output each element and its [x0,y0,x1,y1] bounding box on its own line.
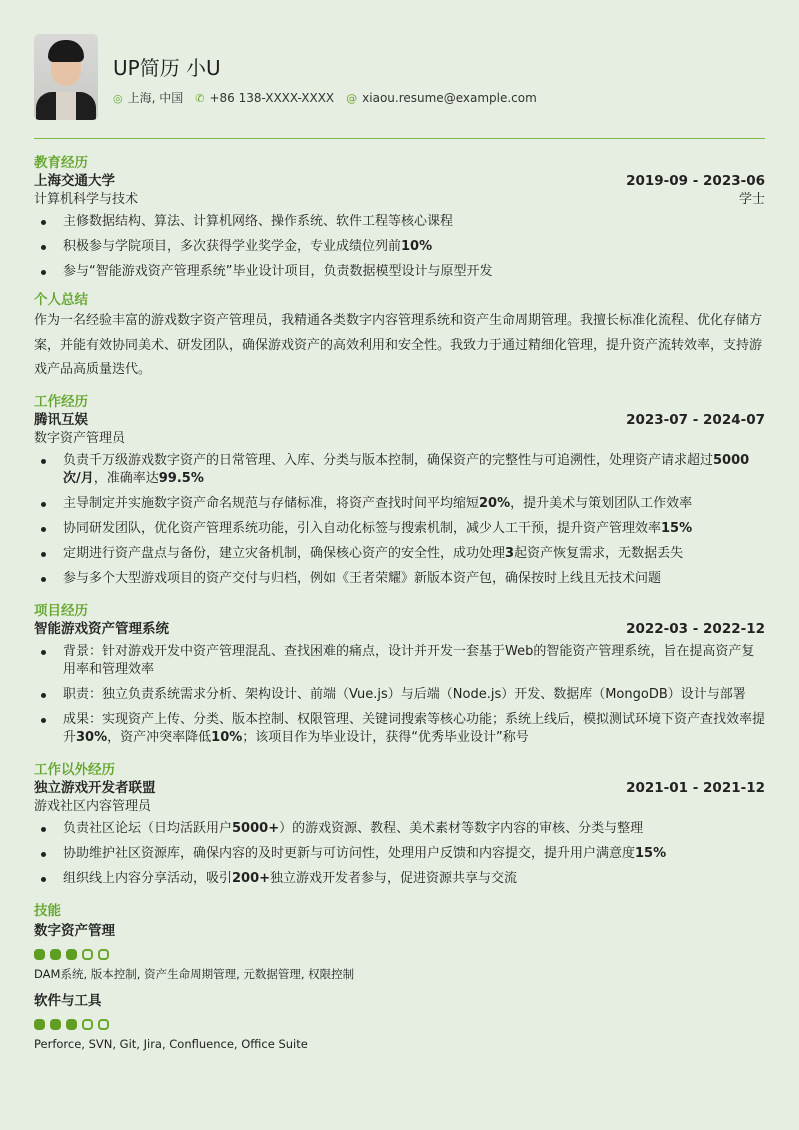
bullet-list [34,452,765,588]
resume-header [34,34,765,138]
resume-page [34,34,765,1062]
organization-name: 独立游戏开发者联盟 [34,779,156,796]
company-name: 腾讯互娱 [34,411,88,428]
bullet-text: ，准确率达 [93,470,159,486]
bullet-item [34,686,765,704]
bullet-list [34,643,765,747]
highlight-metric: 10% [401,239,433,254]
project-section [34,602,765,747]
filled-level-dot [66,1019,77,1030]
section-title: 技能 [34,902,61,919]
bullet-text: 主修数据结构、算法、计算机网络、操作系统、软件工程等核心课程 [63,214,454,229]
skill-level-rating [34,949,765,960]
empty-level-dot [98,1019,109,1030]
bullet-text: 负责社区论坛（日均活跃用户 [63,820,233,836]
profile-photo [34,34,98,120]
bullet-text: 背景：针对游戏开发中资产管理混乱、查找困难的痛点，设计并开发一套基于Web的智能资产管理系统，旨在提高资产复用率和管理效率 [63,643,755,677]
bullet-text: 定期进行资产盘点与备份，建立灾备机制，确保核心资产的安全性，成功处理 [63,545,506,561]
bullet-text: 独立游戏开发者参与，促进资源共享与交流 [270,870,518,886]
job-title: 数字资产管理员 [34,430,126,446]
candidate-name: UP简历 小U [113,56,221,80]
bullet-item [34,570,765,588]
bullet-item [34,213,765,231]
school-name: 上海交通大学 [34,173,115,189]
date-range: 2021-01 - 2021-12 [626,779,765,796]
work-section [34,393,765,588]
skill-description: Perforce, SVN, Git, Jira, Confluence, Office Suite [34,1036,308,1051]
bullet-text: 参与多个大型游戏项目的资产交付与归档，例如《王者荣耀》新版本资产包，确保按时上线且无技术问题 [63,570,662,586]
highlight-metric: 30% [76,729,108,745]
bullet-text: 起资产恢复需求，无数据丢失 [514,545,684,561]
empty-level-dot [82,1019,93,1030]
bullet-item [34,711,765,747]
filled-level-dot [50,1019,61,1030]
bullet-item [34,643,765,679]
section-title: 项目经历 [34,602,88,619]
highlight-metric: 99.5% [158,470,204,486]
highlight-metric: 5000+ [232,820,280,836]
contact-info [113,89,537,106]
section-title: 工作经历 [34,393,88,410]
date-range: 2022-03 - 2022-12 [626,620,765,637]
skill-item [34,922,765,982]
summary-text: 作为一名经验丰富的游戏数字资产管理员，我精通各类数字内容管理系统和资产生命周期管理。我擅长标准化流程、优化存储方案，并能有效协同美术、研发团队，确保游戏资产的高效利用和安全性。我致力于通过精细化管理，提升资产流转效率，支持游戏产品高质量迭代。 [34,313,763,377]
degree: 学士 [738,192,765,207]
role-title: 游戏社区内容管理员 [34,798,152,814]
highlight-metric: 3 [505,545,515,561]
bullet-text: 组织线上内容分享活动，吸引 [63,870,233,886]
highlight-metric: 20% [479,495,511,511]
bullet-text: ，提升美术与策划团队工作效率 [510,495,693,511]
summary-section [34,291,765,383]
bullet-text: ，资产冲突率降低 [107,729,212,745]
email[interactable]: xiaou.resume@example.com [362,90,537,105]
skills-section [34,902,765,1052]
bullet-text: 协助维护社区资源库，确保内容的及时更新与可访问性，处理用户反馈和内容提交，提升用户满意度 [63,845,636,861]
bullet-item [34,545,765,563]
major: 计算机科学与技术 [34,192,139,207]
location-pin-icon: ◎ [113,92,123,105]
phone-icon: ✆ [195,91,205,105]
skill-description: DAM系统, 版本控制, 资产生命周期管理, 元数据管理, 权限控制 [34,966,355,981]
bullet-item [34,495,765,513]
bullet-list [34,213,765,281]
bullet-text: 职责：独立负责系统需求分析、架构设计、前端（Vue.js）与后端（Node.js）开发、数据库（MongoDB）设计与部署 [63,686,746,702]
bullet-text: ）的游戏资源、教程、美术素材等数字内容的审核、分类与整理 [279,820,644,836]
bullet-text: 协同研发团队，优化资产管理系统功能，引入自动化标签与搜索机制，减少人工干预，提升资产管理效率 [63,520,662,536]
empty-level-dot [98,949,109,960]
section-title: 工作以外经历 [34,761,115,778]
filled-level-dot [50,949,61,960]
bullet-text: 参与“智能游戏资产管理系统”毕业设计项目，负责数据模型设计与原型开发 [63,264,493,279]
bullet-text: ；该项目作为毕业设计，获得“优秀毕业设计”称号 [242,729,529,745]
education-section [34,154,765,281]
phone: +86 138-XXXX-XXXX [209,90,335,105]
bullet-item [34,452,765,488]
highlight-metric: 200+ [232,870,271,886]
bullet-text: 负责千万级游戏数字资产的日常管理、入库、分类与版本控制，确保资产的完整性与可追溯性，处理资产请求超过 [63,452,714,468]
bullet-item [34,263,765,281]
skill-level-rating [34,1019,765,1030]
bullet-text: 主导制定并实施数字资产命名规范与存储标准，将资产查找时间平均缩短 [63,495,480,511]
filled-level-dot [34,1019,45,1030]
bullet-item [34,238,765,256]
date-range: 2019-09 - 2023-06 [626,173,765,189]
project-name: 智能游戏资产管理系统 [34,620,169,637]
filled-level-dot [34,949,45,960]
bullet-item [34,870,765,888]
highlight-metric: 15% [635,845,667,861]
highlight-metric: 10% [211,729,243,745]
header-divider [34,138,765,139]
other-experience-section [34,761,765,888]
section-title: 个人总结 [34,292,88,308]
skill-name: 软件与工具 [34,992,102,1009]
bullet-text: 积极参与学院项目，多次获得学业奖学金，专业成绩位列前 [63,239,402,254]
bullet-list [34,820,765,888]
bullet-item [34,520,765,538]
bullet-item [34,845,765,863]
highlight-metric: 15% [661,520,693,536]
bullet-item [34,820,765,838]
filled-level-dot [66,949,77,960]
section-title: 教育经历 [34,155,88,171]
skill-item [34,992,765,1052]
date-range: 2023-07 - 2024-07 [626,411,765,428]
bullet-text: 成果：实现资产上传、分类、版本控制、权限管理、关键词搜索等核心功能；系统上线后，模拟测试环境下资产查找效率提升 [63,711,766,745]
location: 上海, 中国 [127,91,184,105]
empty-level-dot [82,949,93,960]
skill-name: 数字资产管理 [34,922,115,939]
highlight-metric: 5000次/月 [63,452,750,486]
at-icon: @ [346,91,358,105]
